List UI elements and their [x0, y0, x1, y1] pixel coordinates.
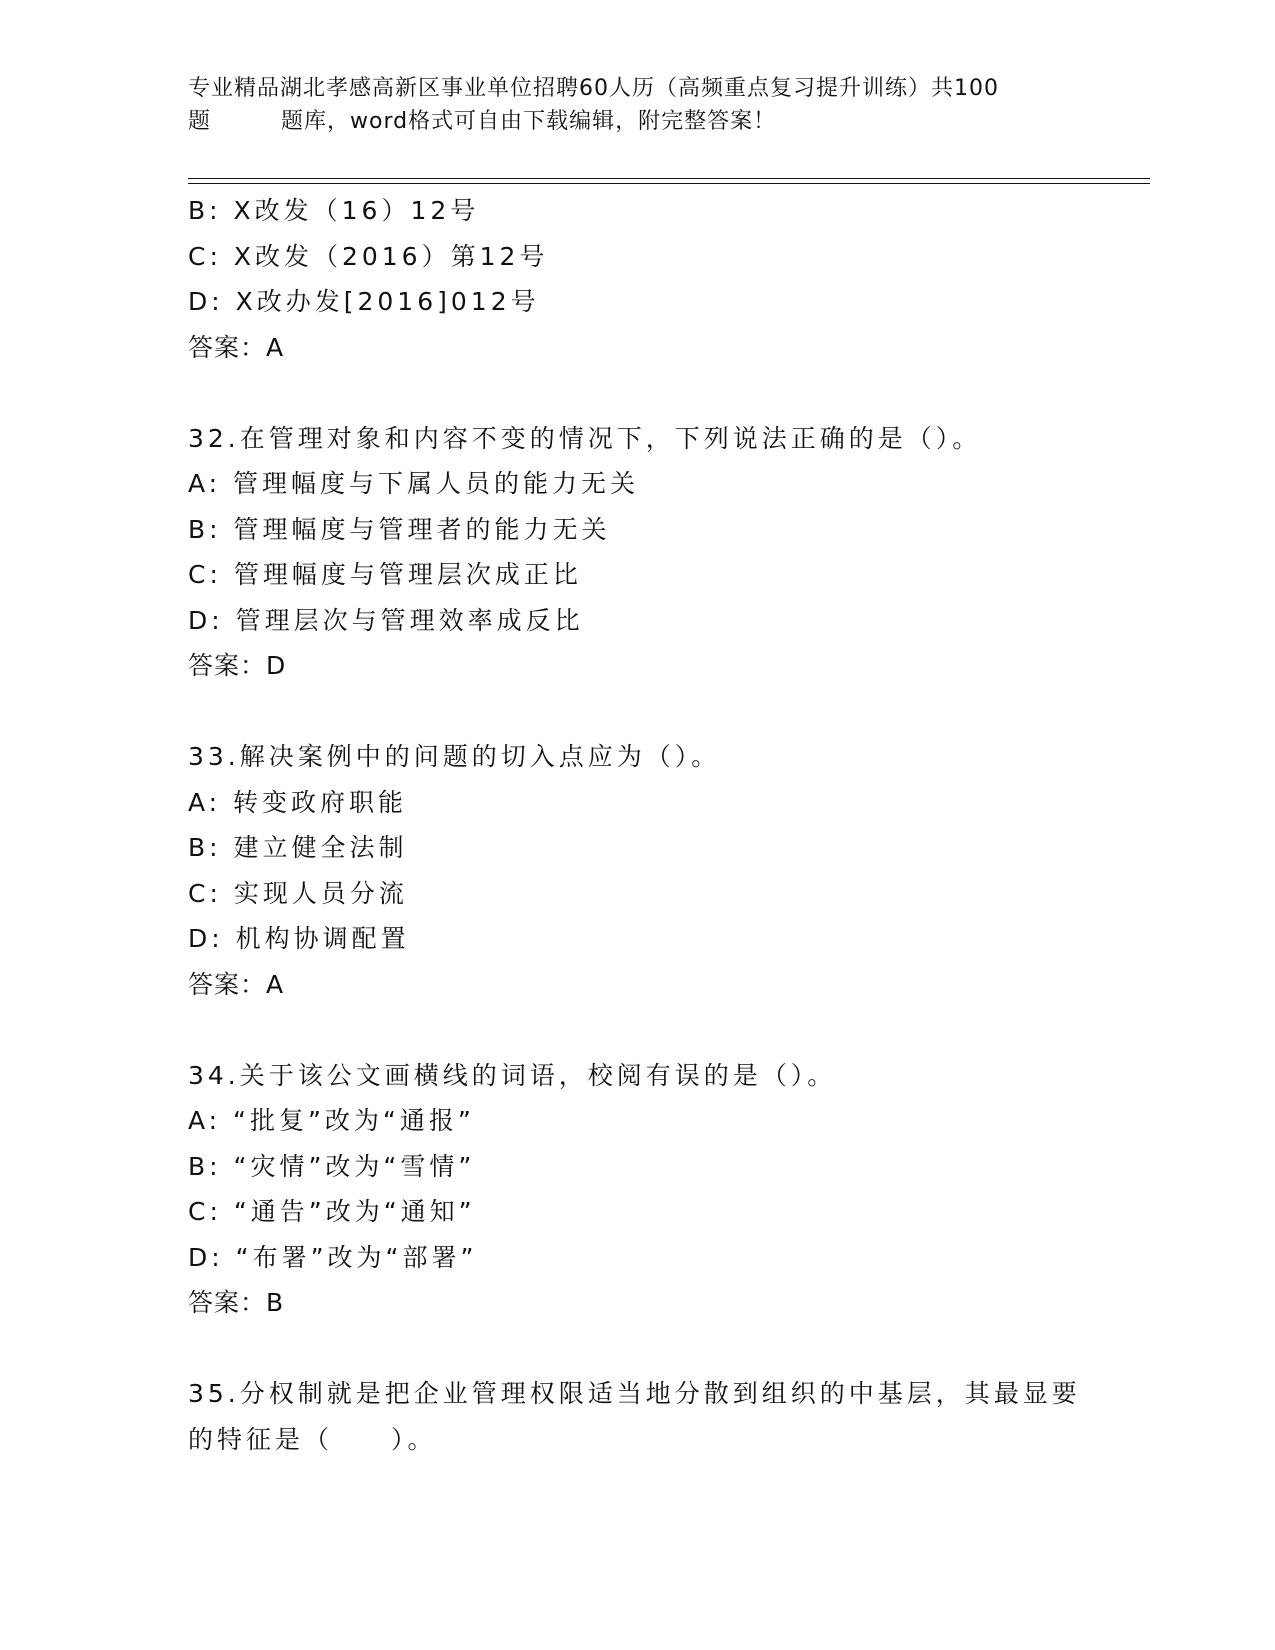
question-stem: 33.解决案例中的问题的切入点应为（）。 — [188, 742, 721, 771]
option-a: A: 管理幅度与下属人员的能力无关 — [188, 469, 640, 498]
answer: 答案：A — [188, 332, 285, 362]
option-b: B: “灾情”改为“雪情” — [188, 1151, 476, 1181]
option-d: D: X改办发[2016]012号 — [188, 287, 540, 316]
question-35 — [188, 1371, 1148, 1462]
question-stem-line2: 的特征是（ ）。 — [188, 1424, 437, 1454]
question-34 — [188, 1053, 1148, 1326]
option-b: B: 建立健全法制 — [188, 833, 408, 862]
header-title-line2 — [188, 105, 1088, 138]
question-stem-line1: 35.分权制就是把企业管理权限适当地分散到组织的中基层，其最显要 — [188, 1379, 1081, 1408]
option-d: D: 管理层次与管理效率成反比 — [188, 605, 584, 635]
header-line2-right: 题库，word格式可自由下载编辑，附完整答案！ — [281, 109, 777, 134]
option-d: D: “布署”改为“部署” — [188, 1242, 478, 1272]
answer: 答案：D — [188, 651, 287, 680]
question-33 — [188, 734, 1148, 1007]
answer: 答案：A — [188, 969, 285, 999]
header-rule-bottom — [188, 183, 1150, 184]
answer: 答案：B — [188, 1288, 285, 1317]
option-c: C: 管理幅度与管理层次成正比 — [188, 560, 582, 589]
option-d: D: 机构协调配置 — [188, 924, 410, 953]
question-list — [188, 188, 1148, 1462]
question-stem: 32.在管理对象和内容不变的情况下，下列说法正确的是（）。 — [188, 423, 982, 453]
question-31-tail — [188, 188, 1148, 370]
option-b: B: X改发（16）12号 — [188, 196, 480, 225]
header-line2-left: 题 — [188, 109, 212, 134]
option-a: A: 转变政府职能 — [188, 787, 408, 817]
header-title-line1: 专业精品湖北孝感高新区事业单位招聘60人历（高频重点复习提升训练）共100 — [188, 76, 999, 101]
question-32 — [188, 416, 1148, 689]
option-c: C: “通告”改为“通知” — [188, 1197, 476, 1226]
header-rule-top — [188, 178, 1150, 179]
option-a: A: “批复”改为“通报” — [188, 1106, 475, 1135]
option-c: C: 实现人员分流 — [188, 878, 408, 908]
question-stem: 34.关于该公文画横线的词语，校阅有误的是（）。 — [188, 1060, 837, 1090]
document-header — [188, 72, 1088, 138]
option-b: B: 管理幅度与管理者的能力无关 — [188, 514, 611, 544]
option-c: C: X改发（2016）第12号 — [188, 241, 549, 271]
